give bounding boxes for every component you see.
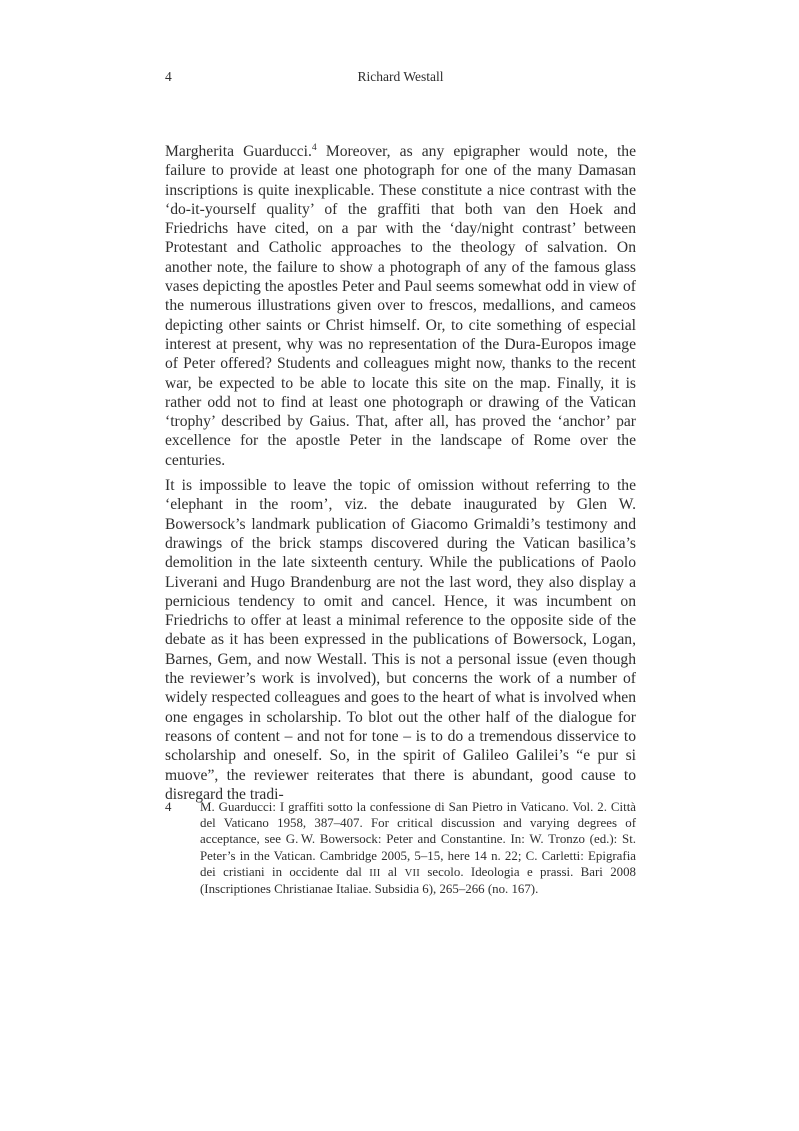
footnote-text: M. Guarducci: I graffiti sotto la confessione di San Pietro in Vaticano. Vol. 2. Città del Vaticano 1958, 387–407. For critical discussion and varying degrees of acceptance, see G. W. Bowersock: Peter and Constantine. In: W. Tronzo (ed.): St. Peter’s in the Vatican. Cambridge 2005, 5–15, here 14 n. 22; C. Carletti: Epigrafia dei cristiani in occidente dal III al VII secolo. Ideologia e prassi. Bari 2008 (Inscriptiones Christianae Italiae. Subsidia 6), 265–266 (no. 167). (200, 800, 637, 897)
footnote-reference: 4 (311, 141, 317, 153)
paragraph-2 (165, 476, 636, 804)
paragraph-1-lead: Margherita Guarducci. (165, 143, 312, 160)
paragraph-1 (165, 142, 636, 470)
running-head: Richard Westall (357, 69, 444, 84)
body-text (165, 142, 636, 804)
paragraph-1-text: Moreover, as any epigrapher would note, the failure to provide at least one photograph for one of the many Damasan inscriptions is quite inexplicable. These constitute a nice contrast with the ‘do-it-yourself quality’ of the graffiti that both van den Hoek and Friedrichs have cited, on a par with the ‘day/night contrast’ between Protestant and Catholic approaches to the theology of salvation. On another note, the failure to show a photograph of any of the famous glass vases depicting the apostles Peter and Paul seems somewhat odd in view of the numerous illustrations given over to frescos, medallions, and cameos depicting other saints or Christ himself. Or, to cite something of especial interest at present, why was no representation of the Dura-Europos image of Peter offered? Students and colleagues might now, thanks to the recent war, be expected to be able to locate this site on the map. Finally, it is rather odd not to find at least one photograph or drawing of the Vatican ‘trophy’ described by Gaius. That, after all, has proved the ‘anchor’ par excellence for the apostle Peter in the landscape of Rome over the centuries. (165, 143, 636, 469)
page-number: 4 (165, 69, 172, 84)
footnote-number: 4 (165, 800, 172, 814)
paragraph-2-text: It is impossible to leave the topic of omission without referring to the ‘elephant in the room’, viz. the debate inaugurated by Glen W. Bowersock’s landmark publication of Giacomo Grimaldi’s testimony and drawings of the brick stamps discovered during the Vatican basilica’s demolition in the late sixteenth century. While the publications of Paolo Liverani and Hugo Brandenburg are not the last word, they also display a pernicious tendency to omit and cancel. Hence, it was incumbent on Friedrichs to offer at least a minimal reference to the opposite side of the debate as it has been expressed in the publications of Bowersock, Logan, Barnes, Gem, and now Westall. This is not a personal issue (even though the reviewer’s work is involved), but concerns the work of a number of widely respected colleagues and goes to the heart of what is involved when one engages in scholarship. To blot out the other half of the dialogue for reasons of content – and not for tone – is to do a tremendous disservice to scholarship and oneself. So, in the spirit of Galileo Galilei’s “e pur si muove”, the reviewer reiterates that there is abundant, good cause to disregard the tradi- (165, 477, 636, 803)
page-header (165, 68, 636, 85)
footnote (165, 799, 636, 897)
